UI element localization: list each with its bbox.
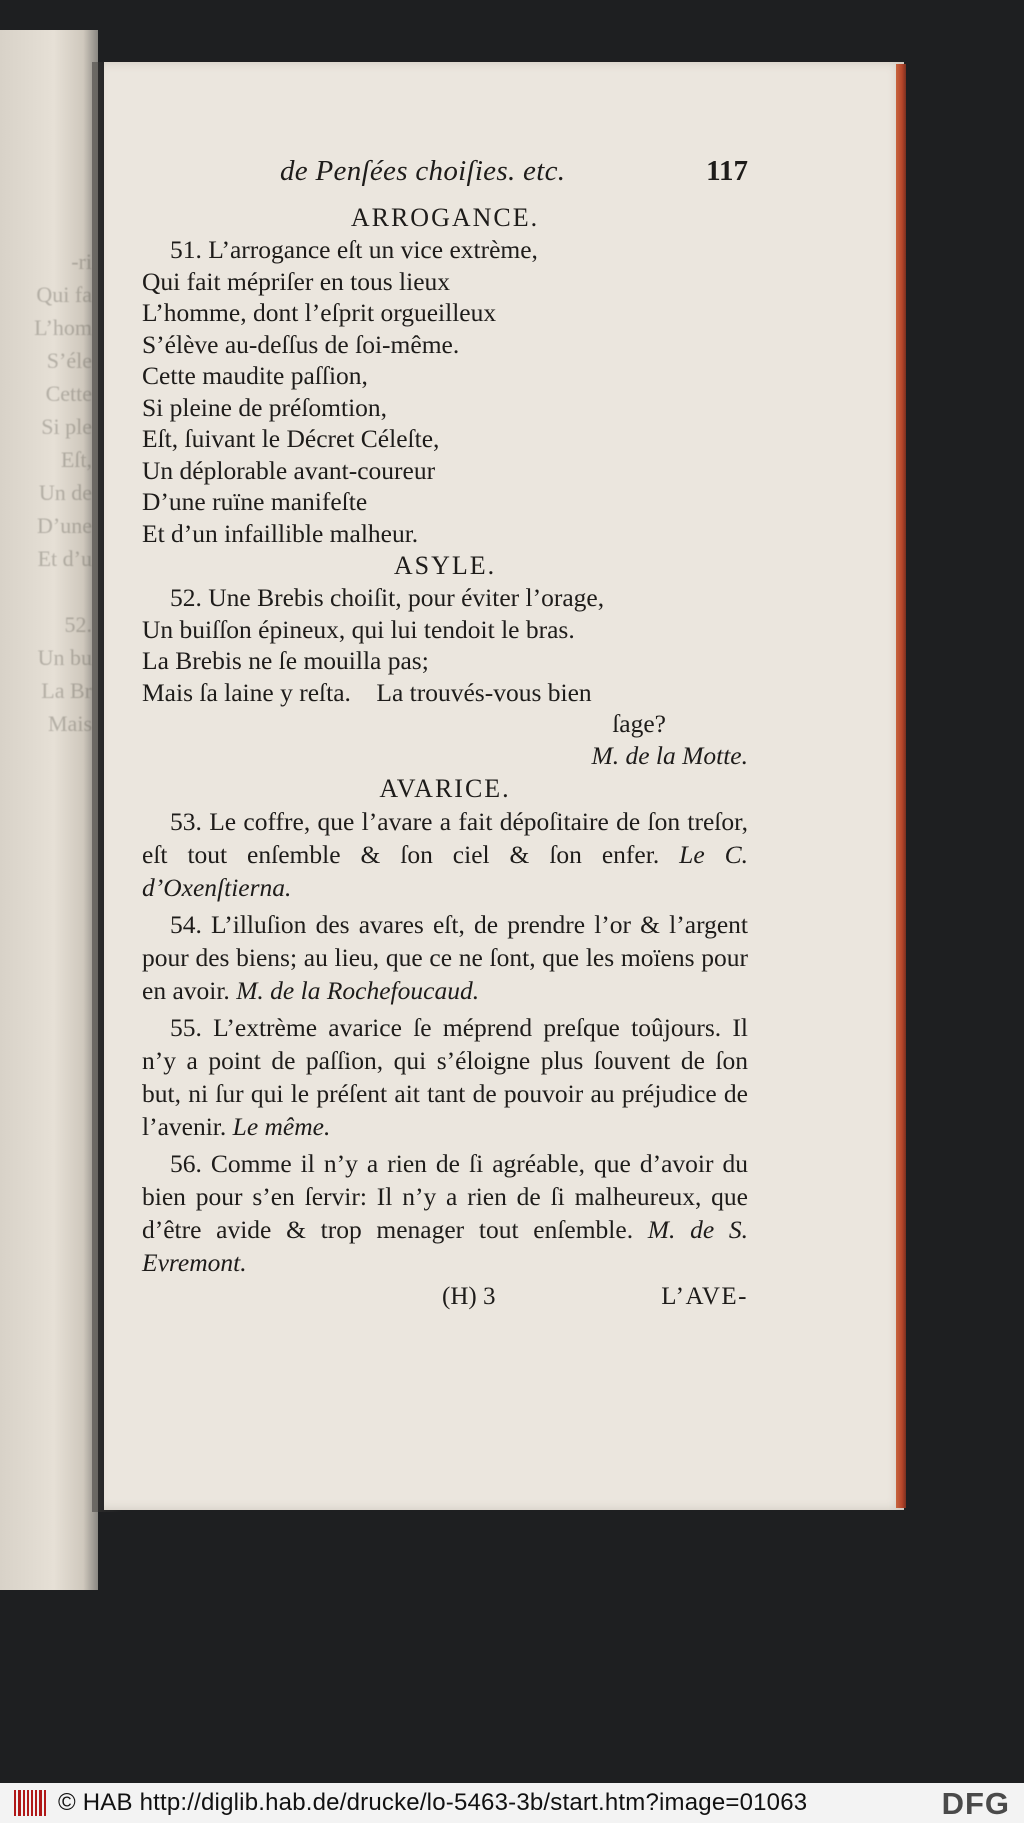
credit-link[interactable]: © HAB http://diglib.hab.de/drucke/lo-5463-3b/start.htm?image=01063 bbox=[58, 1789, 808, 1816]
show-through-line: Et d’u bbox=[37, 546, 92, 571]
page-number: 117 bbox=[706, 155, 748, 187]
show-through-text bbox=[2, 245, 92, 740]
verse-line: L’homme, dont l’eſprit orgueilleux bbox=[142, 298, 497, 327]
attribution: M. de la Motte. bbox=[591, 741, 748, 770]
show-through-line: Un bu bbox=[37, 645, 92, 670]
previous-page-edge bbox=[0, 30, 98, 1590]
show-through-line: 52. bbox=[64, 612, 92, 637]
page-footer bbox=[142, 1283, 748, 1321]
show-through-line: S’éle bbox=[46, 348, 92, 373]
credit-bar bbox=[0, 1783, 1024, 1823]
maxim-paragraph bbox=[142, 805, 748, 904]
red-page-edge bbox=[896, 64, 906, 1508]
dfg-logo: DFG bbox=[941, 1786, 1010, 1821]
show-through-line: Eſt, bbox=[60, 447, 92, 472]
verse-line: S’élève au-deſſus de ſoi-même. bbox=[142, 329, 460, 359]
verse-line: 52. Une Brebis choiſit, pour éviter l’orage, bbox=[170, 583, 605, 612]
maxim-author: M. de la Rochefoucaud. bbox=[236, 976, 480, 1005]
section-heading-arrogance: ARROGANCE. bbox=[350, 203, 540, 232]
verse-line: La Brebis ne ſe mouilla pas; bbox=[142, 646, 429, 675]
verse-line: Cette maudite paſſion, bbox=[142, 361, 368, 390]
show-through-line bbox=[2, 575, 92, 608]
maxim-text: 56. Comme il n’y a rien de ſi agréable, que d’avoir du bien pour s’en ſervir: Il n’y a rien de ſi malheureux, que d’être avide & trop menager tout enſemble. bbox=[142, 1149, 748, 1244]
running-title: de Penſées choiſies. etc. bbox=[280, 155, 566, 187]
maxim-text: 55. L’extrème avarice ſe méprend preſque toûjours. Il n’y a point de paſſion, qui s’éloigne plus ſouvent de ſon but, ni ſur qui le préſent ait tant de pouvoir au préjudice de l’avenir. bbox=[142, 1013, 748, 1141]
maxim-paragraph bbox=[142, 1147, 748, 1279]
show-through-line: Mais bbox=[48, 711, 92, 736]
maxim-text: 54. L’illuſion des avares eſt, de prendre l’or & l’argent pour des biens; au lieu, que ce ne ſont, que les moïens pour en avoir. bbox=[142, 910, 748, 1005]
maxim-paragraph bbox=[142, 908, 748, 1007]
maxim-author: Le même. bbox=[232, 1112, 331, 1141]
barcode-icon bbox=[14, 1790, 46, 1816]
running-head bbox=[142, 155, 748, 201]
show-through-line: L’hom bbox=[34, 315, 92, 340]
show-through-line: -ri bbox=[71, 249, 92, 274]
show-through-line: La Br bbox=[41, 678, 92, 703]
section-heading-avarice: AVARICE. bbox=[379, 774, 511, 803]
show-through-line: Qui fa bbox=[36, 282, 92, 307]
verse-line: Si pleine de préſomtion, bbox=[142, 392, 388, 422]
verse-line: Qui fait mépriſer en tous lieux bbox=[142, 266, 451, 296]
verse-continuation: ſage? bbox=[612, 709, 666, 738]
verse-line: Et d’un infaillible malheur. bbox=[142, 518, 419, 548]
signature-mark: (H) 3 bbox=[442, 1283, 496, 1310]
prose-avarice bbox=[142, 805, 748, 1279]
verse-arrogance bbox=[142, 234, 748, 549]
show-through-line: Si ple bbox=[41, 414, 92, 439]
verse-asyle bbox=[142, 582, 748, 772]
maxim-paragraph bbox=[142, 1011, 748, 1143]
catchword: L’AVE- bbox=[661, 1283, 748, 1310]
maxim-author: M. de S. Evremont. bbox=[142, 1215, 749, 1277]
verse-line: D’une ruïne manifeſte bbox=[142, 487, 368, 516]
show-through-line: Un de bbox=[38, 480, 92, 505]
verse-line: Un déplorable avant-coureur bbox=[142, 455, 436, 485]
page-content bbox=[142, 155, 748, 1321]
verse-line: 51. L’arrogance eſt un vice extrème, bbox=[170, 235, 538, 264]
show-through-line: Cette bbox=[45, 381, 92, 406]
verse-line: Eſt, ſuivant le Décret Céleſte, bbox=[142, 424, 440, 453]
maxim-text: 53. Le coffre, que l’avare a fait dépoſitaire de ſon treſor, eſt tout enſemble & ſon ciel & ſon enfer. bbox=[142, 807, 748, 869]
show-through-line: D’une bbox=[37, 513, 92, 538]
verse-line: Mais ſa laine y reſta. La trouvés-vous bien bbox=[142, 677, 592, 707]
maxim-author: Le C. d’Oxenſtierna. bbox=[142, 840, 748, 902]
section-heading-asyle: ASYLE. bbox=[393, 551, 497, 580]
verse-line: Un buiſſon épineux, qui lui tendoit le bras. bbox=[142, 614, 575, 644]
